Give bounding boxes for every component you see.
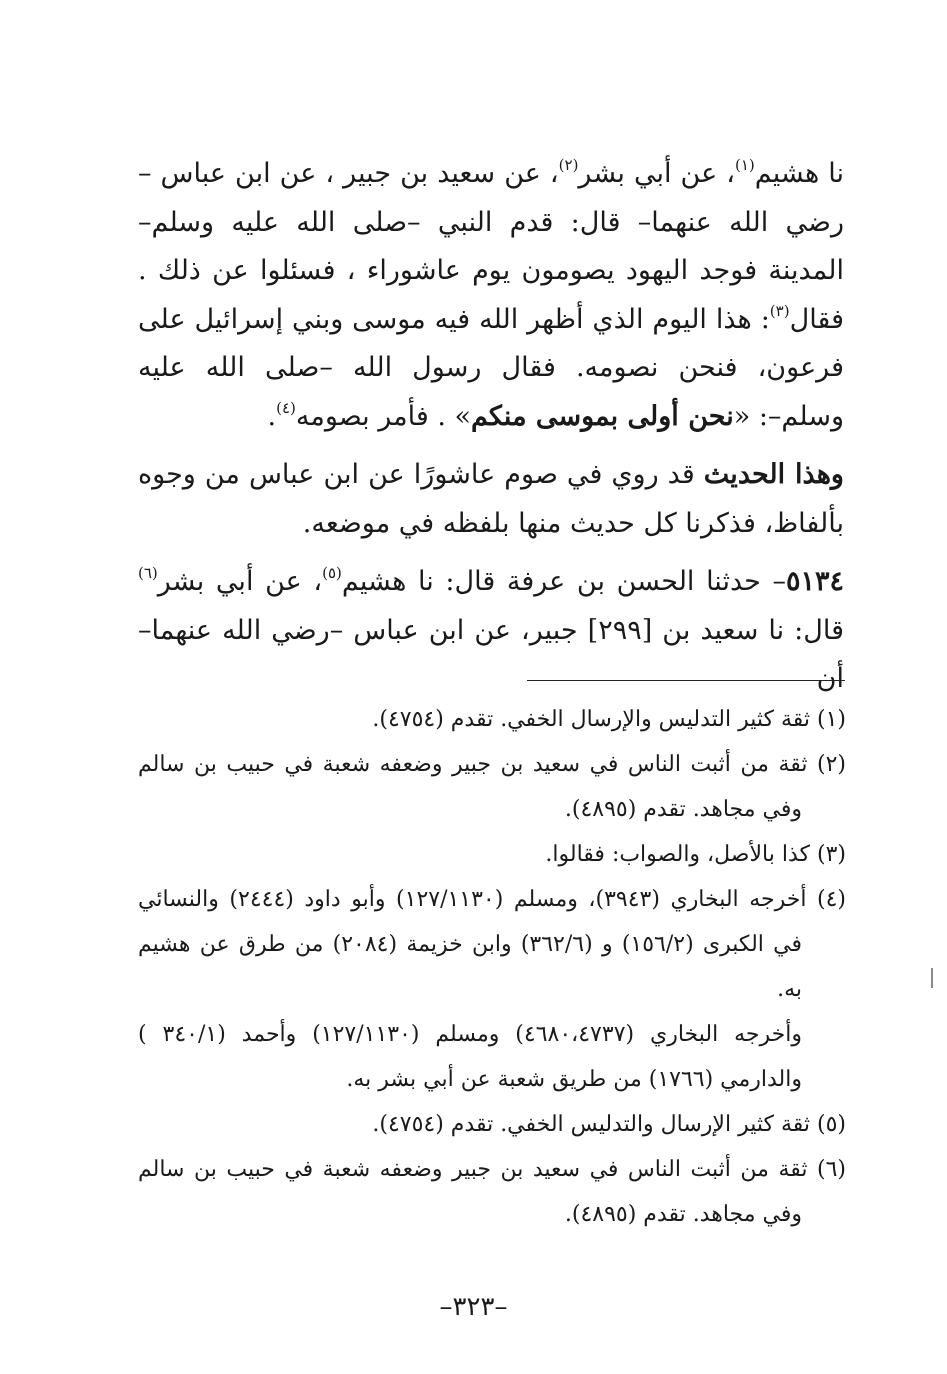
footnote-4: (٤) أخرجه البخاري (٣٩٤٣)، ومسلم (١٢٧/١١٣٠) وأبو داود (٢٤٤٤) والنسائي في الكبرى (١٥٦/٢) و (٣٦٢/٦) وابن خزيمة (٢٠٨٤) من طرق عن هشيم به.: [138, 887, 847, 1002]
footnote-4-continued: وأخرجه البخاري (٤٦٨٠،٤٧٣٧) ومسلم (١٢٧/١١٣٠) وأحمد (٣٤٠/١ ) والدارمي (١٧٦٦) من طريق شعبة عن أبي بشر به.: [138, 1022, 802, 1092]
main-text: [138, 150, 844, 704]
text-segment: .: [267, 400, 277, 432]
footnote-divider: [527, 680, 845, 681]
paragraph-hadith-text: [138, 150, 844, 441]
footnote-3: (٣) كذا بالأصل، والصواب: فقالوا.: [545, 842, 846, 867]
page-number: –٣٢٣–: [439, 1292, 508, 1322]
footnote-5: (٥) ثقة كثير الإرسال والتدليس الخفي. تقدم (٤٧٥٤).: [372, 1112, 846, 1137]
text-segment: قال: نا سعيد بن [٢٩٩] جبير، عن ابن عباس –رضي الله عنهما– أن: [138, 614, 844, 694]
footnote-ref: (١): [734, 156, 755, 174]
text-segment: ، عن سعيد بن جبير ، عن ابن عباس – رضي الله عنهما– قال: قدم النبي –صلى الله عليه وسلم– المدينة فوجد اليهود يصومون يوم عاشوراء ، فسئلوا عن ذلك . فقال: [138, 158, 844, 335]
footnote-ref: (٤): [276, 398, 296, 417]
footnote-ref: (٦): [138, 564, 158, 582]
footnote-6: (٦) ثقة من أثبت الناس في سعيد بن جبير وضعفه شعبة في حبيب بن سالم وفي مجاهد. تقدم (٤٨٩٥).: [138, 1157, 846, 1227]
text-segment: ، عن أبي بشر: [157, 566, 323, 597]
text-segment: قد روي في صوم عاشورًا عن ابن عباس من وجوه بألفاظ، فذكرنا كل حديث منها بلفظه في موضعه.: [138, 459, 844, 539]
text-segment: » . فأمر بصومه: [295, 400, 472, 432]
commentary-lead: وهذا الحديث: [703, 459, 844, 490]
footnote-1: (١) ثقة كثير التدليس والإرسال الخفي. تقدم (٤٧٥٤).: [372, 707, 846, 732]
margin-mark: [931, 968, 933, 988]
paragraph-hadith-5134: [138, 558, 844, 704]
footnote-2: (٢) ثقة من أثبت الناس في سعيد بن جبير وضعفه شعبة في حبيب بن سالم وفي مجاهد. تقدم (٤٨٩٥).: [138, 752, 846, 822]
footnote-ref: (٥): [322, 564, 342, 582]
hadith-number: ٥١٣٤: [785, 566, 844, 597]
text-segment: : هذا اليوم الذي أظهر الله فيه موسى وبني إسرائيل على فرعون، فنحن نصومه. فقال رسول الله –صلى الله عليه وسلم–: «: [138, 303, 844, 432]
footnote-ref: (٢): [558, 156, 579, 174]
text-segment: – حدثنا الحسن بن عرفة قال: نا هشيم: [341, 566, 786, 597]
prophet-quote: نحن أولى بموسى منكم: [471, 400, 734, 432]
text-segment: ، عن أبي بشر: [578, 158, 735, 189]
text-segment: نا هشيم: [754, 158, 844, 189]
paragraph-commentary: [138, 451, 844, 548]
footnotes: [138, 697, 846, 1237]
footnote-ref: (٣): [769, 301, 790, 320]
